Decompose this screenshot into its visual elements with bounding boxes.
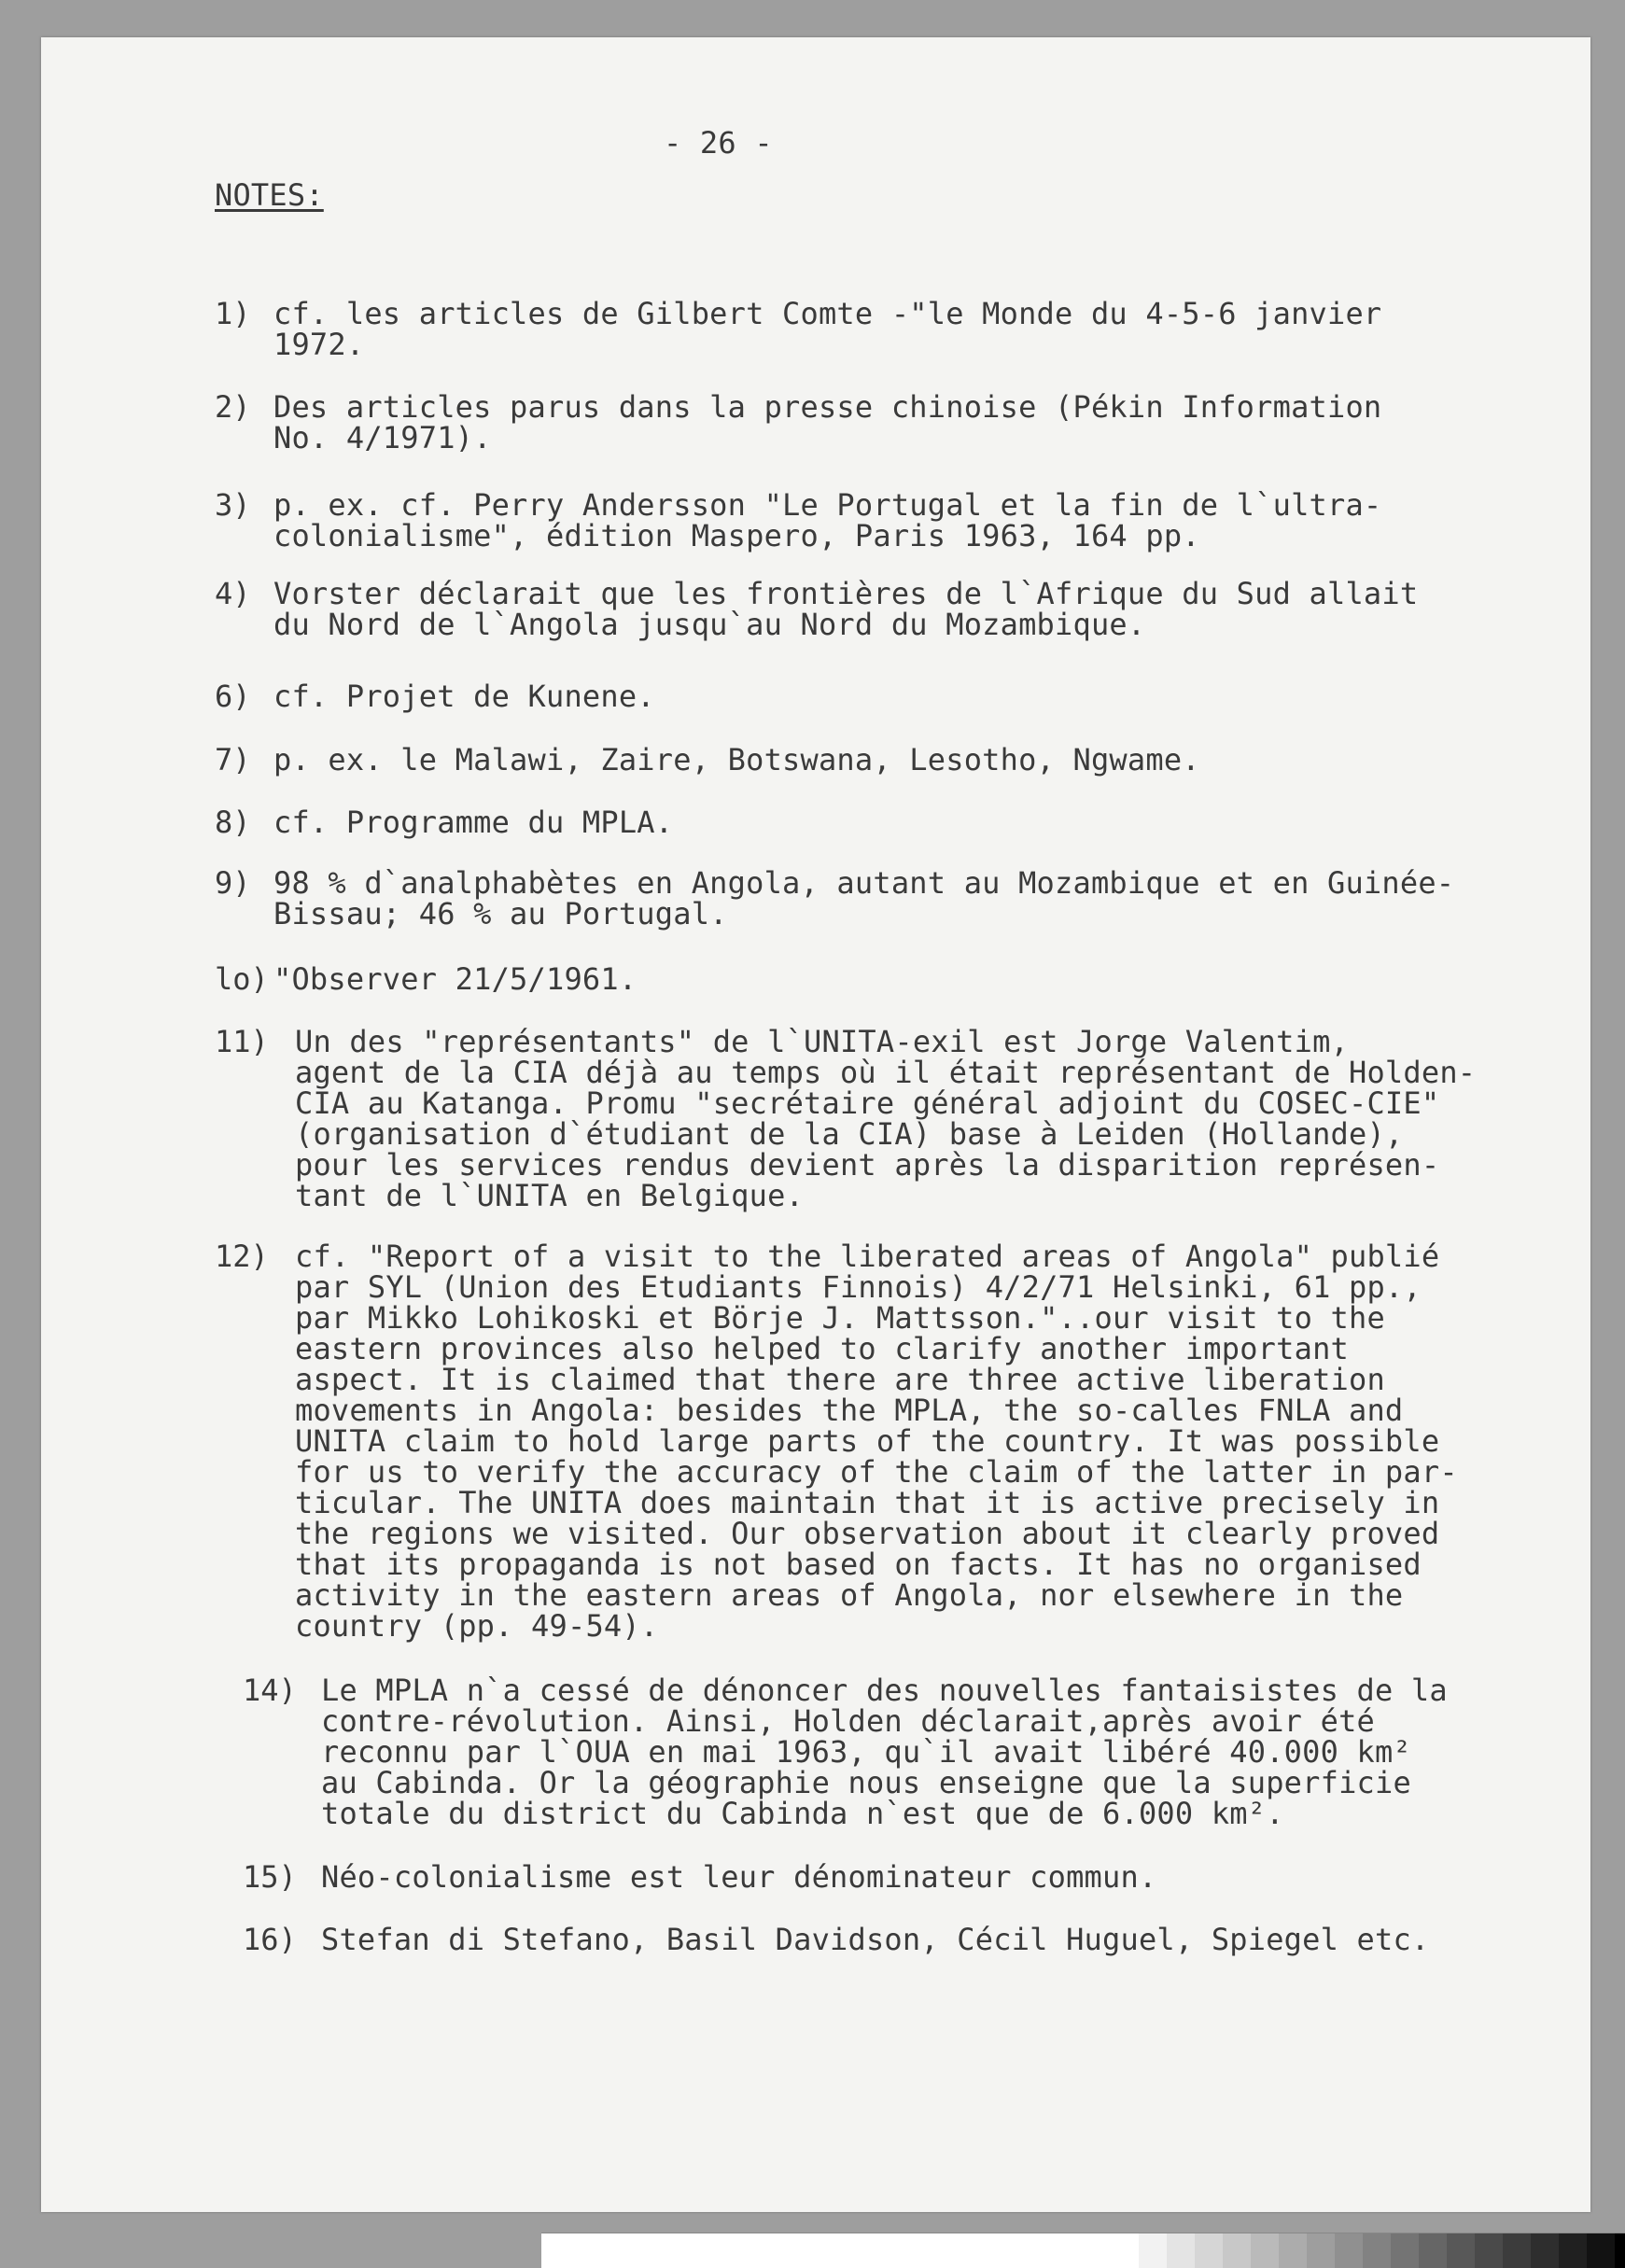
ruler-segment xyxy=(1615,2233,1625,2268)
ruler-segment xyxy=(1587,2233,1615,2268)
ruler-segment xyxy=(1391,2233,1419,2268)
note-line: eastern provinces also helped to clarify another important xyxy=(295,1331,1350,1366)
note-line: UNITA claim to hold large parts of the country. It was possible xyxy=(295,1423,1440,1459)
note-line: contre-révolution. Ainsi, Holden déclarait,après avoir été xyxy=(321,1703,1376,1739)
note-line: CIA au Katanga. Promu "secrétaire général adjoint du COSEC-CIE" xyxy=(295,1085,1440,1121)
note-line: par Mikko Lohikoski et Börje J. Mattsson."..our visit to the xyxy=(295,1300,1385,1336)
note-line: Vorster déclarait que les frontières de l`Afrique du Sud allait xyxy=(273,576,1419,611)
note-line: cf. Programme du MPLA. xyxy=(273,805,674,840)
note-number: 16) xyxy=(243,1922,297,1957)
note-line: movements in Angola: besides the MPLA, the so-calles FNLA and xyxy=(295,1393,1404,1428)
note-line: country (pp. 49-54). xyxy=(295,1608,659,1644)
note-line: Stefan di Stefano, Basil Davidson, Cécil Huguel, Spiegel etc. xyxy=(321,1922,1430,1957)
note-number: 4) xyxy=(215,576,251,611)
note-line: Un des "représentants" de l`UNITA-exil est Jorge Valentim, xyxy=(295,1024,1350,1059)
note-line: the regions we visited. Our observation about it clearly proved xyxy=(295,1516,1440,1551)
ruler-segment xyxy=(1335,2233,1363,2268)
note-line: p. ex. le Malawi, Zaire, Botswana, Lesotho, Ngwame. xyxy=(273,742,1200,777)
ruler-segment xyxy=(1419,2233,1447,2268)
ruler-segment xyxy=(1279,2233,1307,2268)
note-line: Néo-colonialisme est leur dénominateur commun. xyxy=(321,1859,1157,1895)
note-line: that its propaganda is not based on facts. It has no organised xyxy=(295,1547,1422,1582)
note-line: totale du district du Cabinda n`est que de 6.000 km². xyxy=(321,1796,1284,1831)
note-line: (organisation d`étudiant de la CIA) base à Leiden (Hollande), xyxy=(295,1116,1404,1152)
ruler-segment xyxy=(1139,2233,1167,2268)
ruler-segment xyxy=(1531,2233,1559,2268)
note-line: p. ex. cf. Perry Andersson "Le Portugal et la fin de l`ultra- xyxy=(273,487,1382,523)
ruler-segment xyxy=(1475,2233,1503,2268)
note-line: activity in the eastern areas of Angola, nor elsewhere in the xyxy=(295,1577,1404,1613)
note-line: cf. Projet de Kunene. xyxy=(273,679,655,714)
note-number: 1) xyxy=(215,296,251,331)
note-number: 9) xyxy=(215,865,251,901)
page-number: - 26 - xyxy=(664,125,773,161)
note-number: 8) xyxy=(215,805,251,840)
ruler-segment xyxy=(1167,2233,1195,2268)
note-line: aspect. It is claimed that there are three active liberation xyxy=(295,1362,1385,1397)
note-line: au Cabinda. Or la géographie nous enseigne que la superficie xyxy=(321,1765,1411,1800)
ruler-segment xyxy=(1503,2233,1531,2268)
ruler-segment xyxy=(1307,2233,1335,2268)
note-line: 98 % d`analphabètes en Angola, autant au Mozambique et en Guinée- xyxy=(273,865,1455,901)
note-number: 15) xyxy=(243,1859,297,1895)
note-line: Bissau; 46 % au Portugal. xyxy=(273,896,728,931)
ruler-segment xyxy=(1559,2233,1587,2268)
note-line: du Nord de l`Angola jusqu`au Nord du Mozambique. xyxy=(273,607,1146,642)
note-number: 6) xyxy=(215,679,251,714)
document-page xyxy=(41,37,1590,2212)
note-line: Le MPLA n`a cessé de dénoncer des nouvelles fantaisistes de la xyxy=(321,1673,1448,1708)
note-number: 12) xyxy=(215,1239,269,1274)
note-line: tant de l`UNITA en Belgique. xyxy=(295,1178,805,1213)
ruler-segment xyxy=(1223,2233,1251,2268)
notes-heading: NOTES: xyxy=(215,177,324,213)
note-number: 7) xyxy=(215,742,251,777)
ruler-segment xyxy=(1447,2233,1475,2268)
note-line: par SYL (Union des Etudiants Finnois) 4/2/71 Helsinki, 61 pp., xyxy=(295,1269,1422,1305)
note-line: Des articles parus dans la presse chinoise (Pékin Information xyxy=(273,389,1382,425)
note-line: cf. "Report of a visit to the liberated areas of Angola" publié xyxy=(295,1239,1440,1274)
color-scale-ruler xyxy=(541,2233,1625,2268)
note-line: colonialisme", édition Maspero, Paris 1963, 164 pp. xyxy=(273,518,1200,553)
note-line: cf. les articles de Gilbert Comte -"le Monde du 4-5-6 janvier xyxy=(273,296,1382,331)
note-line: reconnu par l`OUA en mai 1963, qu`il avait libéré 40.000 km² xyxy=(321,1734,1411,1770)
ruler-segment xyxy=(541,2233,1139,2268)
ruler-segment xyxy=(1195,2233,1223,2268)
note-line: "Observer 21/5/1961. xyxy=(273,961,637,997)
note-number: lo) xyxy=(215,961,269,997)
ruler-segment xyxy=(1251,2233,1279,2268)
note-line: agent de la CIA déjà au temps où il était représentant de Holden- xyxy=(295,1055,1477,1090)
note-line: 1972. xyxy=(273,327,365,362)
note-number: 11) xyxy=(215,1024,269,1059)
note-number: 14) xyxy=(243,1673,297,1708)
note-line: pour les services rendus devient après la disparition représen- xyxy=(295,1147,1440,1183)
note-number: 2) xyxy=(215,389,251,425)
note-line: for us to verify the accuracy of the claim of the latter in par- xyxy=(295,1454,1458,1490)
note-line: No. 4/1971). xyxy=(273,420,492,455)
ruler-segment xyxy=(1363,2233,1391,2268)
note-line: ticular. The UNITA does maintain that it is active precisely in xyxy=(295,1485,1440,1520)
note-number: 3) xyxy=(215,487,251,523)
